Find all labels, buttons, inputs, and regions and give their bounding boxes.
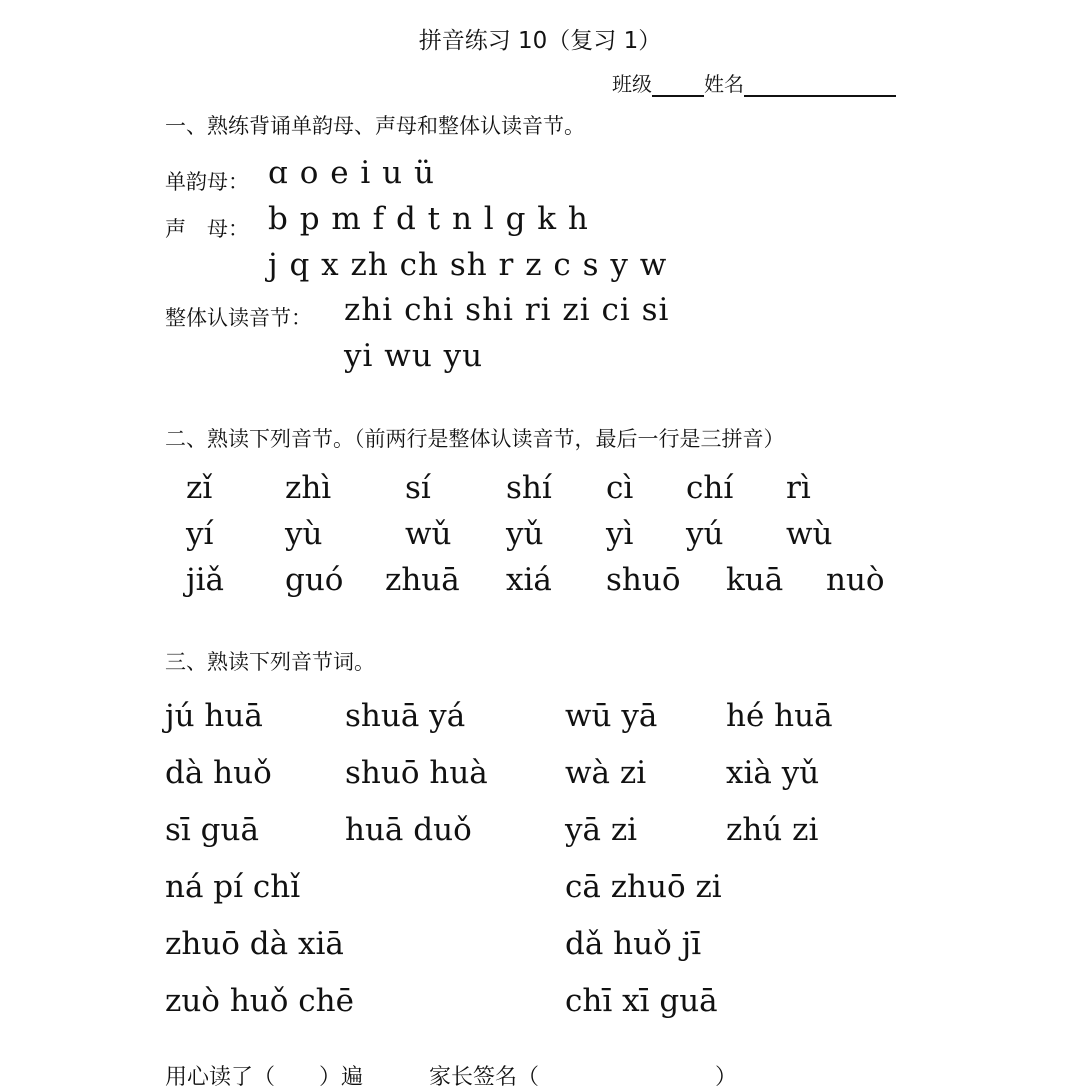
word-row-6 — [0, 983, 1080, 1023]
word: dà huǒ — [165, 755, 272, 791]
syllable: sí — [405, 470, 431, 506]
word-row-4 — [0, 869, 1080, 909]
syllable: yù — [285, 516, 323, 552]
word: cā zhuō zi — [565, 869, 722, 905]
syllable: shuō — [606, 562, 681, 598]
word: huā duǒ — [345, 812, 472, 848]
word: hé huā — [726, 698, 833, 734]
word-row-2 — [0, 755, 1080, 795]
syllable: zhì — [285, 470, 332, 506]
word: ná pí chǐ — [165, 869, 301, 905]
syllable: jiǎ — [186, 562, 225, 598]
syllable: yí — [186, 516, 214, 552]
word: chī xī guā — [565, 983, 718, 1019]
class-blank[interactable] — [652, 75, 704, 97]
word-row-5 — [0, 926, 1080, 966]
syllable: yú — [686, 516, 724, 552]
word: shuā yá — [345, 698, 466, 734]
finals-label: 单韵母： — [165, 170, 249, 194]
footer-reading-record: 用心读了（ ）遍 家长签名（ ） — [165, 1065, 738, 1090]
syllable: rì — [786, 470, 811, 506]
syllable: chí — [686, 470, 734, 506]
syllable: guó — [285, 562, 344, 598]
class-label: 班级 — [612, 72, 652, 96]
word: shuō huà — [345, 755, 488, 791]
word: xià yǔ — [726, 755, 820, 791]
section1-heading: 一、熟练背诵单韵母、声母和整体认读音节。 — [165, 114, 585, 138]
word: dǎ huǒ jī — [565, 926, 702, 962]
syllable: yì — [606, 516, 634, 552]
section2-heading: 二、熟读下列音节。（前两行是整体认读音节，最后一行是三拼音） — [165, 427, 785, 451]
word-row-3 — [0, 812, 1080, 852]
word: zhuō dà xiā — [165, 926, 344, 962]
section3-heading: 三、熟读下列音节词。 — [165, 650, 375, 674]
name-blank[interactable] — [744, 75, 896, 97]
syllable: cì — [606, 470, 634, 506]
initials-label: 声 母： — [165, 217, 249, 241]
word: yā zi — [565, 812, 638, 848]
syllable: shí — [506, 470, 552, 506]
student-info — [612, 68, 896, 97]
syllable: zhuā — [385, 562, 460, 598]
word: wū yā — [565, 698, 658, 734]
word: sī guā — [165, 812, 259, 848]
syllable-row-3 — [0, 562, 1080, 602]
word: jú huā — [165, 698, 263, 734]
initials-line-2: j q x zh ch sh r z c s y w — [268, 247, 668, 283]
name-label: 姓名 — [704, 72, 744, 96]
syllable: zǐ — [186, 470, 213, 506]
word-row-1 — [0, 698, 1080, 738]
whole-syllables-label: 整体认读音节： — [165, 306, 312, 330]
whole-syllables-line-2: yi wu yu — [344, 338, 484, 374]
finals-line: ɑ o e i u ü — [268, 155, 435, 191]
syllable: nuò — [826, 562, 885, 598]
syllable-row-2 — [0, 516, 1080, 556]
syllable: kuā — [726, 562, 784, 598]
word: zuò huǒ chē — [165, 983, 354, 1019]
syllable-row-1 — [0, 470, 1080, 510]
syllable: wǔ — [405, 516, 452, 552]
syllable: yǔ — [506, 516, 544, 552]
word: wà zi — [565, 755, 647, 791]
syllable: wù — [786, 516, 833, 552]
word: zhú zi — [726, 812, 819, 848]
initials-line-1: b p m f d t n l g k h — [268, 201, 589, 237]
whole-syllables-line-1: zhi chi shi ri zi ci si — [344, 292, 670, 328]
page-title: 拼音练习 10（复习 1） — [418, 28, 662, 54]
syllable: xiá — [506, 562, 552, 598]
